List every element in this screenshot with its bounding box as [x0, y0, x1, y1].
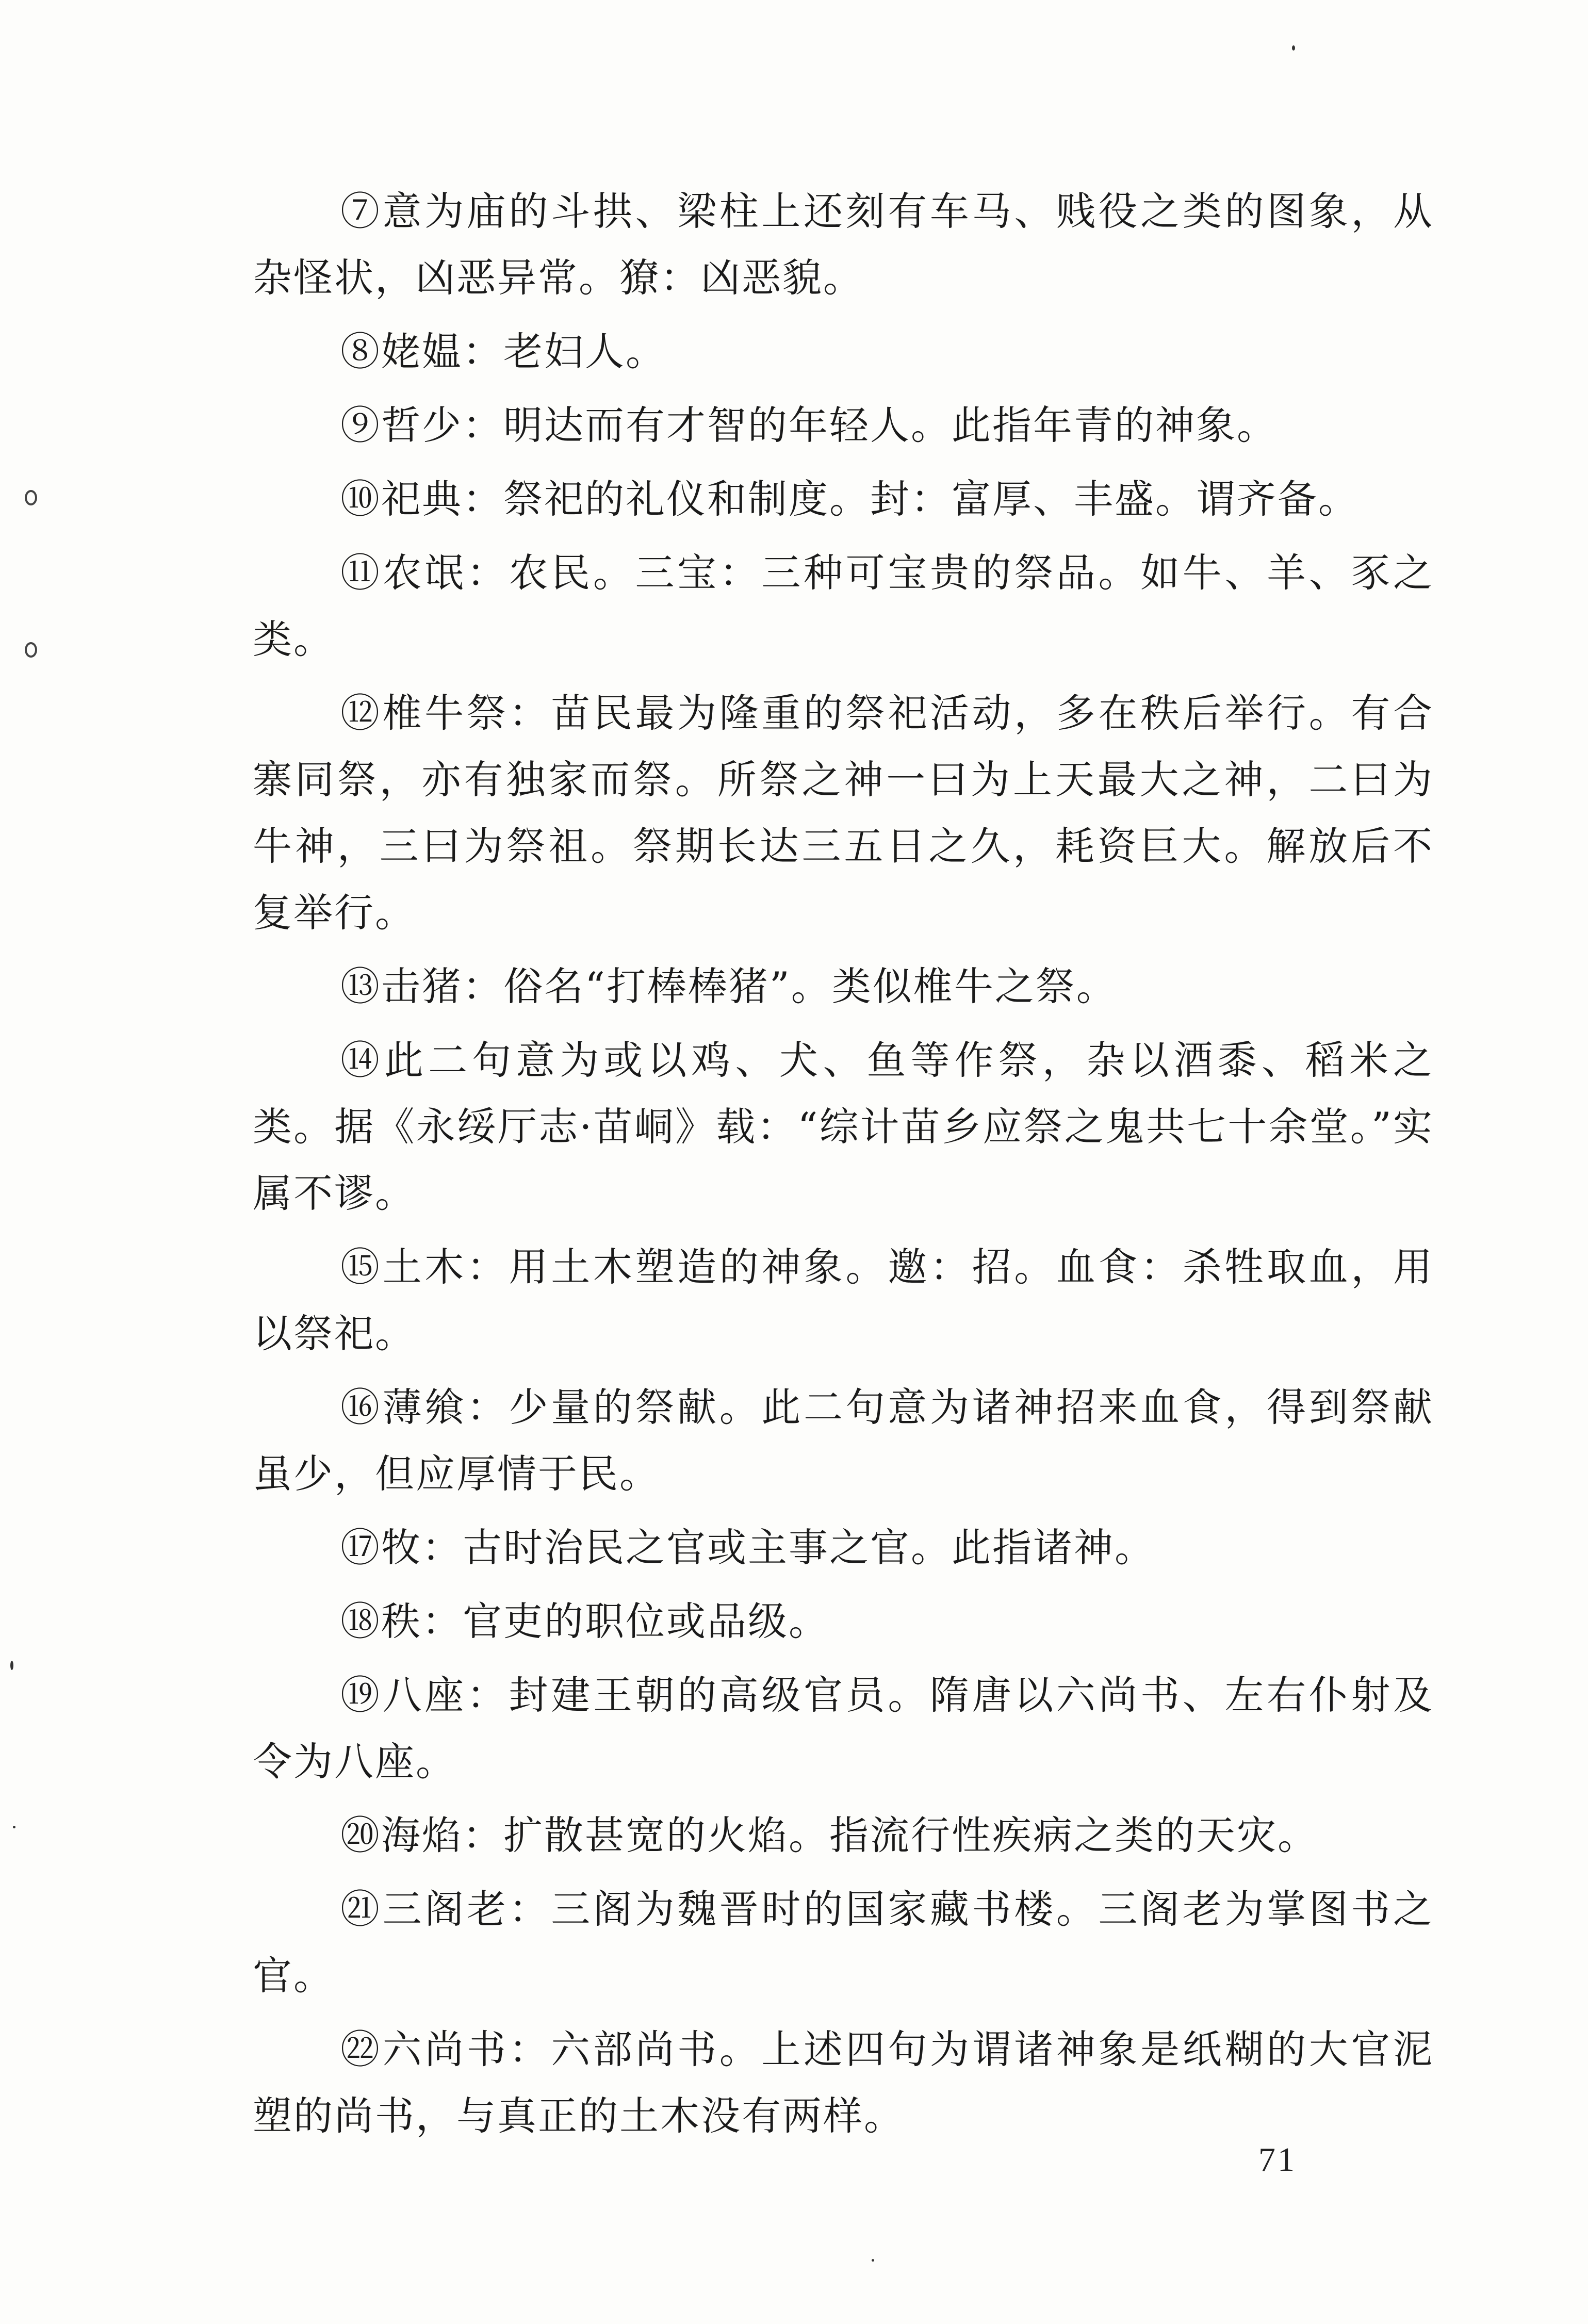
footnote-15: ⑮土木：用土木塑造的神象。邀：招。血食：杀牲取血，用以祭祀。	[253, 1244, 1434, 1356]
footnotes-block	[253, 178, 1434, 2156]
scan-speck	[10, 1661, 13, 1670]
footnote-14: ⑭此二句意为或以鸡、犬、鱼等作祭，杂以酒黍、稻米之类。据《永绥厅志·苗峒》载：“综计苗乡应祭之鬼共七十余堂。”实属不谬。	[253, 1037, 1434, 1216]
scan-speck	[1292, 45, 1295, 51]
footnote-20: ⑳海焰：扩散甚宽的火焰。指流行性疾病之类的天灾。	[340, 1812, 1318, 1858]
footnote-10: ⑩祀典：祭祀的礼仪和制度。封：富厚、丰盛。谓齐备。	[340, 476, 1359, 522]
footnote-17: ⑰牧：古时治民之官或主事之官。此指诸神。	[340, 1525, 1155, 1570]
page-number: 71	[1258, 2141, 1297, 2179]
scan-speck	[13, 1826, 15, 1828]
footnote-19: ⑲八座：封建王朝的高级官员。隋唐以六尚书、左右仆射及令为八座。	[253, 1672, 1434, 1785]
footnote-18: ⑱秩：官吏的职位或品级。	[340, 1598, 829, 1644]
footnote-21: ㉑三阁老：三阁为魏晋时的国家藏书楼。三阁老为掌图书之官。	[253, 1886, 1434, 1999]
footnote-7: ⑦意为庙的斗拱、梁柱上还刻有车马、贱役之类的图象，从杂怪状，凶恶异常。獠：凶恶貌。	[253, 188, 1434, 301]
footnote-8: ⑧姥媪：老妇人。	[340, 329, 666, 374]
footnote-9: ⑨哲少：明达而有才智的年轻人。此指年青的神象。	[340, 402, 1278, 448]
footnote-16: ⑯薄飨：少量的祭献。此二句意为诸神招来血食，得到祭献虽少，但应厚情于民。	[253, 1384, 1434, 1497]
scan-speck	[872, 2259, 874, 2262]
footnote-22: ㉒六尚书：六部尚书。上述四句为谓诸神象是纸糊的大官泥塑的尚书，与真正的土木没有两样。	[253, 2026, 1434, 2139]
footnote-11: ⑪农氓：农民。三宝：三种可宝贵的祭品。如牛、羊、豕之类。	[253, 550, 1434, 662]
binding-hole-mark	[25, 642, 37, 658]
binding-hole-mark	[25, 490, 37, 505]
footnote-12: ⑫椎牛祭：苗民最为隆重的祭祀活动，多在秩后举行。有合寨同祭，亦有独家而祭。所祭之神一曰为上天最大之神，二曰为牛神，三曰为祭祖。祭期长达三五日之久，耗资巨大。解放后不复举行。	[253, 690, 1434, 936]
footnote-13: ⑬击猪：俗名“打棒棒猪”。类似椎牛之祭。	[340, 963, 1117, 1009]
